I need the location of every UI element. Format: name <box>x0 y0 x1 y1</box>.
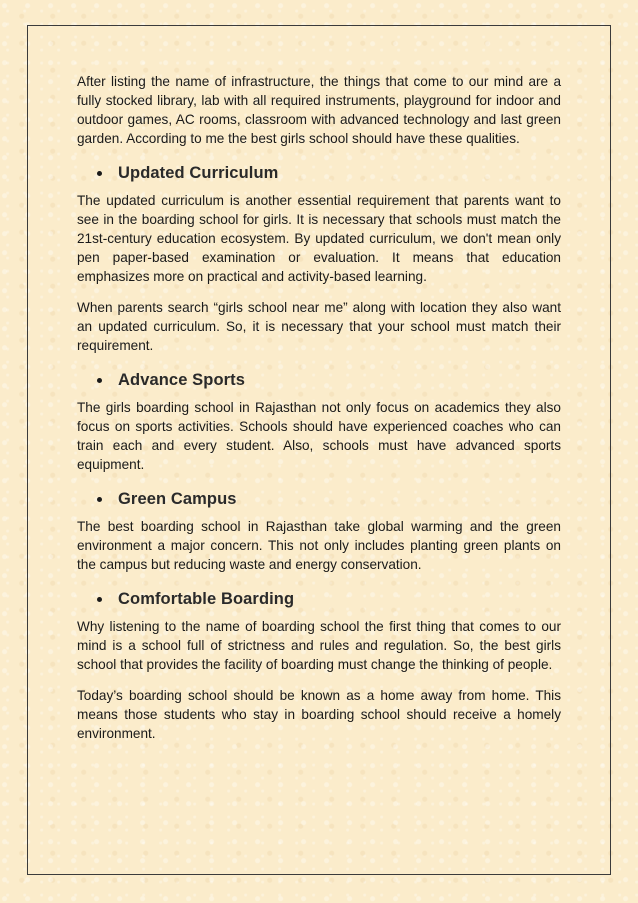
heading-text: Comfortable Boarding <box>118 589 295 608</box>
paragraph: The girls boarding school in Rajasthan not only focus on academics they also focus on sports activities. Schools should have experienced coaches who can train each and every student. Also, schools must have advanced sports equipment. <box>77 400 561 472</box>
bullet-icon <box>97 171 102 176</box>
section-heading-green-campus <box>77 488 561 510</box>
paragraph: When parents search “girls school near me” along with location they also want an updated curriculum. So, it is necessary that your school must match their requirement. <box>77 300 561 353</box>
section-heading-comfortable-boarding <box>77 588 561 610</box>
bullet-icon <box>97 378 102 383</box>
heading-text: Updated Curriculum <box>118 163 279 182</box>
bullet-icon <box>97 497 102 502</box>
section-heading-advance-sports <box>77 369 561 391</box>
intro-paragraph: After listing the name of infrastructure, the things that come to our mind are a fully stocked library, lab with all required instruments, playground for indoor and outdoor games, AC rooms, classroom with advanced technology and last green garden. According to me the best girls school should have these qualities. <box>77 74 561 146</box>
paragraph: Today’s boarding school should be known as a home away from home. This means those students who stay in boarding school should receive a homely environment. <box>77 688 561 741</box>
heading-text: Advance Sports <box>118 370 246 389</box>
section-heading-updated-curriculum <box>77 162 561 184</box>
heading-text: Green Campus <box>118 489 237 508</box>
paragraph: The best boarding school in Rajasthan take global warming and the green environment a major concern. This not only includes planting green plants on the campus but reducing waste and energy conservation. <box>77 519 561 572</box>
document-body <box>77 72 561 743</box>
bullet-icon <box>97 597 102 602</box>
paragraph: Why listening to the name of boarding school the first thing that comes to our mind is a school full of strictness and rules and regulation. So, the best girls school that provides the facility of boarding must change the thinking of people. <box>77 619 561 672</box>
paragraph: The updated curriculum is another essential requirement that parents want to see in the boarding school for girls. It is necessary that schools must match the 21st-century education ecosystem. By updated curriculum, we don't mean only pen paper-based examination or evaluation. It means that education emphasizes more on practical and activity-based learning. <box>77 193 561 284</box>
